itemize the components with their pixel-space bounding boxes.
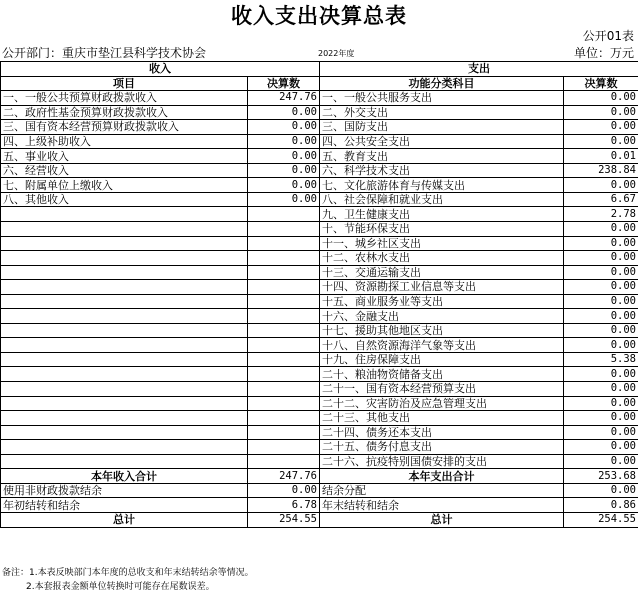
table-row [1,207,638,222]
surplus-alloc-value: 0.00 [564,483,638,498]
income-item-value: 247.76 [248,91,320,106]
expense-item-value: 0.00 [564,454,638,469]
empty-cell [1,294,248,309]
income-item-label: 五、事业收入 [1,149,248,164]
table-row [1,382,638,397]
table-row [1,396,638,411]
table-row [1,149,638,164]
totals-row [1,483,638,498]
expense-item-label: 八、社会保障和就业支出 [320,192,564,207]
summary-table [0,61,638,528]
table-row [1,338,638,353]
empty-cell [248,367,320,382]
expense-item-value: 0.00 [564,265,638,280]
empty-cell [1,207,248,222]
function-column-header: 功能分类科目 [320,76,564,91]
expense-item-value: 0.00 [564,396,638,411]
empty-cell [248,309,320,324]
empty-cell [248,411,320,426]
expense-item-label: 十五、商业服务业等支出 [320,294,564,309]
use-balance-value: 0.00 [248,483,320,498]
table-row [1,265,638,280]
expense-item-label: 二十一、国有资本经营预算支出 [320,382,564,397]
table-row [1,134,638,149]
totals-row [1,512,638,527]
empty-cell [248,425,320,440]
empty-cell [248,440,320,455]
expense-item-label: 七、文化旅游体育与传媒支出 [320,178,564,193]
income-item-label: 四、上级补助收入 [1,134,248,149]
expense-item-value: 0.00 [564,251,638,266]
table-row [1,251,638,266]
expense-item-label: 三、国防支出 [320,120,564,135]
income-item-label: 三、国有资本经营预算财政拨款收入 [1,120,248,135]
income-item-value: 0.00 [248,163,320,178]
empty-cell [1,367,248,382]
empty-cell [248,265,320,280]
expense-item-label: 二十、粮油物资储备支出 [320,367,564,382]
empty-cell [248,280,320,295]
empty-cell [1,236,248,251]
item-column-header: 项目 [1,76,248,91]
column-header-row [1,76,638,91]
expense-item-label: 二十三、其他支出 [320,411,564,426]
empty-cell [1,338,248,353]
expense-item-label: 一、一般公共服务支出 [320,91,564,106]
empty-cell [248,382,320,397]
expense-item-label: 十七、援助其他地区支出 [320,323,564,338]
expense-item-value: 0.00 [564,425,638,440]
expense-item-value: 6.67 [564,192,638,207]
expense-item-label: 四、公共安全支出 [320,134,564,149]
empty-cell [1,323,248,338]
expense-item-value: 0.00 [564,382,638,397]
empty-cell [1,382,248,397]
income-item-value: 0.00 [248,134,320,149]
totals-row [1,498,638,513]
expense-item-value: 0.00 [564,411,638,426]
expense-item-value: 0.00 [564,91,638,106]
expense-item-value: 5.38 [564,352,638,367]
table-row [1,440,638,455]
empty-cell [248,222,320,237]
expense-item-label: 二十五、债务付息支出 [320,440,564,455]
note-2: 2.本套报表金额单位转换时可能存在尾数误差。 [26,582,215,592]
expense-item-value: 0.00 [564,309,638,324]
empty-cell [248,236,320,251]
table-row [1,178,638,193]
expense-item-label: 五、教育支出 [320,149,564,164]
income-section-header: 收入 [1,62,320,77]
income-item-value: 0.00 [248,178,320,193]
empty-cell [248,251,320,266]
expense-item-value: 0.00 [564,178,638,193]
table-row [1,352,638,367]
empty-cell [248,207,320,222]
expense-item-label: 十、节能环保支出 [320,222,564,237]
notes [2,566,254,594]
income-item-label: 一、一般公共预算财政拨款收入 [1,91,248,106]
grand-total-right-value: 254.55 [564,512,638,527]
expense-item-label: 二十六、抗疫特别国债安排的支出 [320,454,564,469]
grand-total-left-label: 总计 [1,512,248,527]
begin-balance-value: 6.78 [248,498,320,513]
expense-item-value: 0.00 [564,294,638,309]
form-number: 公开01表 [582,29,634,43]
empty-cell [1,265,248,280]
empty-cell [1,352,248,367]
table-row [1,120,638,135]
empty-cell [1,251,248,266]
empty-cell [1,280,248,295]
expense-total-value: 253.68 [564,469,638,484]
empty-cell [1,440,248,455]
table-row [1,163,638,178]
empty-cell [248,338,320,353]
section-header-row [1,62,638,77]
report-title: 收入支出决算总表 [231,4,407,28]
expense-item-label: 十九、住房保障支出 [320,352,564,367]
empty-cell [248,294,320,309]
expense-item-label: 十三、交通运输支出 [320,265,564,280]
empty-cell [1,222,248,237]
expense-item-value: 238.84 [564,163,638,178]
expense-item-value: 0.00 [564,338,638,353]
expense-item-label: 二十四、债务还本支出 [320,425,564,440]
table-row [1,294,638,309]
end-balance-value: 0.86 [564,498,638,513]
expense-item-label: 六、科学技术支出 [320,163,564,178]
expense-item-value: 0.00 [564,236,638,251]
income-item-label: 六、经营收入 [1,163,248,178]
totals-row [1,469,638,484]
expense-item-label: 十四、资源勘探工业信息等支出 [320,280,564,295]
expense-item-label: 十六、金融支出 [320,309,564,324]
grand-total-right-label: 总计 [320,512,564,527]
expense-item-label: 十二、农林水支出 [320,251,564,266]
expense-item-value: 0.00 [564,222,638,237]
empty-cell [1,425,248,440]
table-row [1,454,638,469]
begin-balance-label: 年初结转和结余 [1,498,248,513]
grand-total-left-value: 254.55 [248,512,320,527]
note-1: 备注：1.本表反映部门本年度的总收支和年末结转结余等情况。 [2,568,254,578]
empty-cell [248,396,320,411]
empty-cell [1,309,248,324]
table-row [1,105,638,120]
expense-total-label: 本年支出合计 [320,469,564,484]
income-total-value: 247.76 [248,469,320,484]
income-item-label: 八、其他收入 [1,192,248,207]
expense-item-value: 0.00 [564,440,638,455]
expense-item-label: 二、外交支出 [320,105,564,120]
table-row [1,192,638,207]
empty-cell [248,352,320,367]
summary-table-body [1,62,638,528]
expense-item-label: 九、卫生健康支出 [320,207,564,222]
table-row [1,236,638,251]
table-row [1,411,638,426]
table-row [1,425,638,440]
expense-item-value: 0.00 [564,120,638,135]
table-row [1,309,638,324]
empty-cell [1,396,248,411]
table-row [1,280,638,295]
expense-item-label: 十八、自然资源海洋气象等支出 [320,338,564,353]
end-balance-label: 年末结转和结余 [320,498,564,513]
expense-item-value: 0.00 [564,323,638,338]
report-year: 2022年度 [318,49,355,58]
income-item-label: 二、政府性基金预算财政拨款收入 [1,105,248,120]
empty-cell [248,323,320,338]
income-item-value: 0.00 [248,192,320,207]
income-total-label: 本年收入合计 [1,469,248,484]
amount-column-header: 决算数 [248,76,320,91]
expense-item-value: 0.01 [564,149,638,164]
use-balance-label: 使用非财政拨款结余 [1,483,248,498]
table-row [1,222,638,237]
empty-cell [248,454,320,469]
income-item-value: 0.00 [248,105,320,120]
empty-cell [1,411,248,426]
amount2-column-header: 决算数 [564,76,638,91]
income-item-value: 0.00 [248,120,320,135]
table-row [1,91,638,106]
empty-cell [1,454,248,469]
table-row [1,323,638,338]
expense-section-header: 支出 [320,62,638,77]
table-row [1,367,638,382]
income-item-value: 0.00 [248,149,320,164]
unit-label: 单位：万元 [573,46,634,60]
income-item-label: 七、附属单位上缴收入 [1,178,248,193]
expense-item-label: 二十二、灾害防治及应急管理支出 [320,396,564,411]
expense-item-value: 0.00 [564,105,638,120]
department-label: 公开部门：重庆市垫江县科学技术协会 [2,46,207,60]
surplus-alloc-label: 结余分配 [320,483,564,498]
expense-item-value: 2.78 [564,207,638,222]
expense-item-value: 0.00 [564,280,638,295]
expense-item-value: 0.00 [564,367,638,382]
expense-item-value: 0.00 [564,134,638,149]
expense-item-label: 十一、城乡社区支出 [320,236,564,251]
